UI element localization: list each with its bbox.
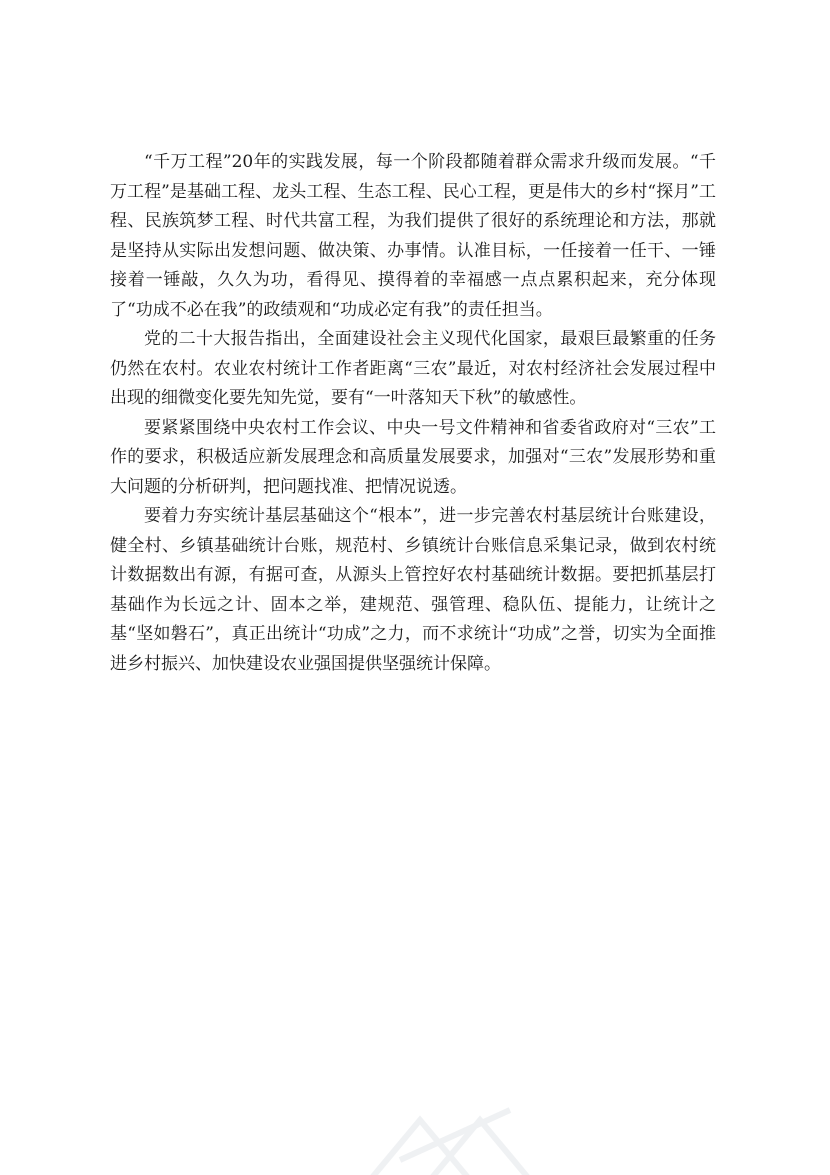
document-body <box>110 148 716 679</box>
paragraph-2: 党的二十大报告指出，全面建设社会主义现代化国家，最艰巨最繁重的任务仍然在农村。农业农村统计工作者距离“三农”最近，对农村经济社会发展过程中出现的细微变化要先知先觉，要有“一叶落知天下秋”的敏感性。 <box>110 329 716 408</box>
paragraph-1: “千万工程”20年的实践发展，每一个阶段都随着群众需求升级而发展。“千万工程”是基础工程、龙头工程、生态工程、民心工程，更是伟大的乡村“探月”工程、民族筑梦工程、时代共富工程，为我们提供了很好的系统理论和方法，那就是坚持从实际出发想问题、做决策、办事情。认准目标，一任接着一任干、一锤接着一锤敲，久久为功，看得见、摸得着的幸福感一点点累积起来，充分体现了“功成不必在我”的政绩观和“功成必定有我”的责任担当。 <box>110 152 716 320</box>
watermark-logo <box>360 1100 560 1175</box>
paragraph-4: 要着力夯实统计基层基础这个“根本”，进一步完善农村基层统计台账建设，健全村、乡镇基础统计台账，规范村、乡镇统计台账信息采集记录，做到农村统计数据数出有源，有据可查，从源头上管控好农村基础统计数据。要把抓基层打基础作为长远之计、固本之举，建规范、强管理、稳队伍、提能力，让统计之基“坚如磐石”，真正出统计“功成”之力，而不求统计“功成”之誉，切实为全面推进乡村振兴、加快建设农业强国提供坚强统计保障。 <box>110 506 716 674</box>
paragraph-3: 要紧紧围绕中央农村工作会议、中央一号文件精神和省委省政府对“三农”工作的要求，积极适应新发展理念和高质量发展要求，加强对“三农”发展形势和重大问题的分析研判，把问题找准、把情况说透。 <box>110 417 716 497</box>
